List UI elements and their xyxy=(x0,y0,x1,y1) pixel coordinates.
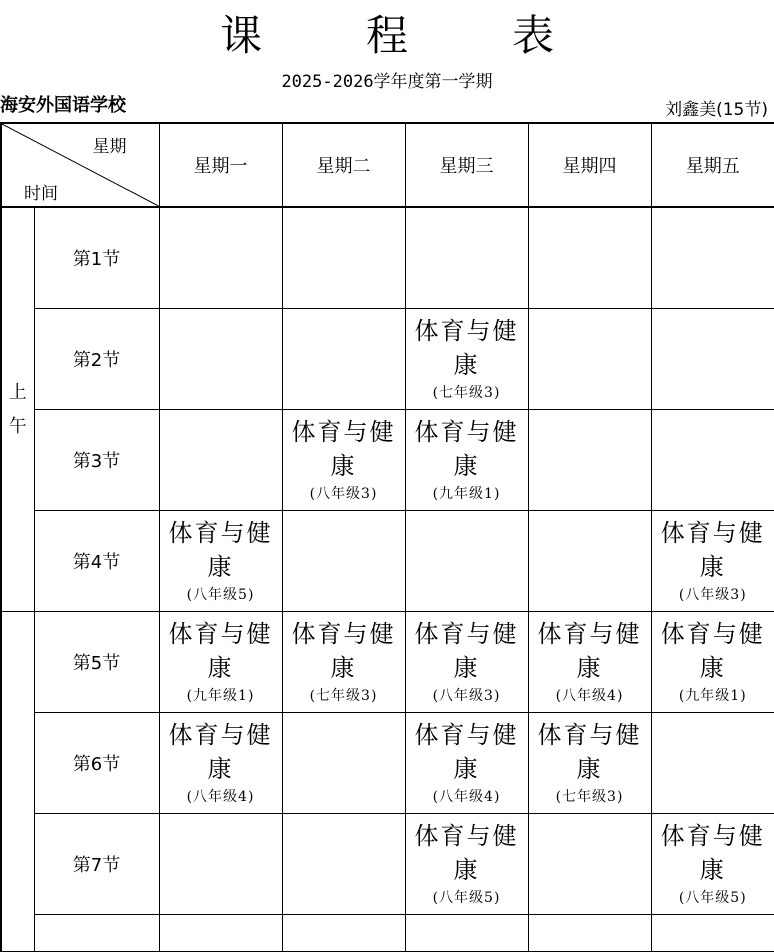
empty-cell xyxy=(528,915,651,952)
school-name: 海安外国语学校 xyxy=(0,95,126,116)
period-row xyxy=(1,814,774,915)
course-name: 体育与健康 xyxy=(660,822,765,884)
course-name: 体育与健康 xyxy=(168,721,273,783)
timetable-cell xyxy=(528,207,651,309)
timetable-cell xyxy=(405,309,528,410)
timetable-cell xyxy=(528,309,651,410)
course-name: 体育与健康 xyxy=(414,822,519,884)
course-name: 体育与健康 xyxy=(291,620,396,682)
morning-label-char: 午 xyxy=(8,415,27,437)
timetable-cell xyxy=(159,713,282,814)
timetable-cell xyxy=(159,309,282,410)
day-header: 星期二 xyxy=(282,123,405,207)
period-label: 第5节 xyxy=(34,612,159,713)
course-class: (七年级3) xyxy=(309,688,378,704)
timetable-cell xyxy=(528,612,651,713)
course-class: (八年级4) xyxy=(555,688,624,704)
empty-cell xyxy=(405,915,528,952)
empty-row xyxy=(1,915,774,952)
timetable-cell xyxy=(651,207,774,309)
course-name: 体育与健康 xyxy=(537,721,642,783)
timetable-cell xyxy=(159,207,282,309)
course-class: (八年级5) xyxy=(678,890,747,906)
empty-cell xyxy=(282,915,405,952)
term-subtitle: 2025-2026学年度第一学期 xyxy=(281,72,493,92)
title-char: 课 xyxy=(219,11,262,60)
course-class: (八年级5) xyxy=(186,587,255,603)
course-class: (七年级3) xyxy=(555,789,624,805)
timetable-cell xyxy=(405,713,528,814)
course-class: (八年级4) xyxy=(432,789,501,805)
timetable-cell xyxy=(282,207,405,309)
period-label: 第6节 xyxy=(34,713,159,814)
course-name: 体育与健康 xyxy=(168,519,273,581)
afternoon-column xyxy=(1,612,34,952)
corner-time-label: 时间 xyxy=(24,184,58,204)
timetable-cell xyxy=(651,511,774,612)
course-class: (九年级1) xyxy=(432,486,501,502)
timetable-cell xyxy=(282,511,405,612)
course-name: 体育与健康 xyxy=(414,721,519,783)
title-char: 程 xyxy=(365,11,408,60)
day-header: 星期四 xyxy=(528,123,651,207)
timetable-cell xyxy=(405,207,528,309)
course-class: (九年级1) xyxy=(186,688,255,704)
course-class: (八年级4) xyxy=(186,789,255,805)
timetable-cell xyxy=(528,410,651,511)
period-label: 第4节 xyxy=(34,511,159,612)
course-class: (七年级3) xyxy=(432,385,501,401)
period-label: 第2节 xyxy=(34,309,159,410)
timetable-cell xyxy=(405,511,528,612)
period-row xyxy=(1,713,774,814)
title-char: 表 xyxy=(512,11,555,60)
course-class: (八年级3) xyxy=(678,587,747,603)
empty-cell xyxy=(651,915,774,952)
timetable-cell xyxy=(282,410,405,511)
timetable-cell xyxy=(282,713,405,814)
course-name: 体育与健康 xyxy=(414,418,519,480)
teacher-name: 刘鑫美(15节) xyxy=(665,100,768,120)
corner-cell xyxy=(1,123,159,207)
page-title xyxy=(0,10,774,62)
timetable-cell xyxy=(282,309,405,410)
morning-label-char: 上 xyxy=(8,381,27,403)
course-name: 体育与健康 xyxy=(660,620,765,682)
period-row xyxy=(1,612,774,713)
period-row xyxy=(1,511,774,612)
timetable-cell xyxy=(405,410,528,511)
course-name: 体育与健康 xyxy=(291,418,396,480)
period-label: 第7节 xyxy=(34,814,159,915)
timetable-cell xyxy=(159,511,282,612)
timetable-cell xyxy=(159,410,282,511)
day-header: 星期三 xyxy=(405,123,528,207)
timetable xyxy=(0,122,774,952)
course-name: 体育与健康 xyxy=(168,620,273,682)
timetable-cell xyxy=(651,309,774,410)
timetable-cell xyxy=(282,612,405,713)
timetable-cell xyxy=(405,612,528,713)
day-header: 星期五 xyxy=(651,123,774,207)
empty-cell xyxy=(159,915,282,952)
corner-day-label: 星期 xyxy=(92,137,127,157)
timetable-cell xyxy=(528,511,651,612)
timetable-cell xyxy=(651,713,774,814)
timetable-cell xyxy=(282,814,405,915)
timetable-cell xyxy=(651,410,774,511)
morning-label xyxy=(1,207,34,612)
period-row xyxy=(1,207,774,309)
timetable-cell xyxy=(651,612,774,713)
period-row xyxy=(1,410,774,511)
empty-cell xyxy=(34,915,159,952)
course-name: 体育与健康 xyxy=(660,519,765,581)
course-name: 体育与健康 xyxy=(414,317,519,379)
day-header: 星期一 xyxy=(159,123,282,207)
period-label: 第3节 xyxy=(34,410,159,511)
timetable-cell xyxy=(405,814,528,915)
timetable-cell xyxy=(159,612,282,713)
timetable-cell xyxy=(528,814,651,915)
course-class: (八年级5) xyxy=(432,890,501,906)
header-row xyxy=(1,123,774,207)
timetable-cell xyxy=(651,814,774,915)
timetable-cell xyxy=(528,713,651,814)
course-class: (八年级3) xyxy=(309,486,378,502)
period-row xyxy=(1,309,774,410)
course-name: 体育与健康 xyxy=(414,620,519,682)
timetable-cell xyxy=(159,814,282,915)
course-name: 体育与健康 xyxy=(537,620,642,682)
course-class: (八年级3) xyxy=(432,688,501,704)
period-label: 第1节 xyxy=(34,207,159,309)
course-class: (九年级1) xyxy=(678,688,747,704)
